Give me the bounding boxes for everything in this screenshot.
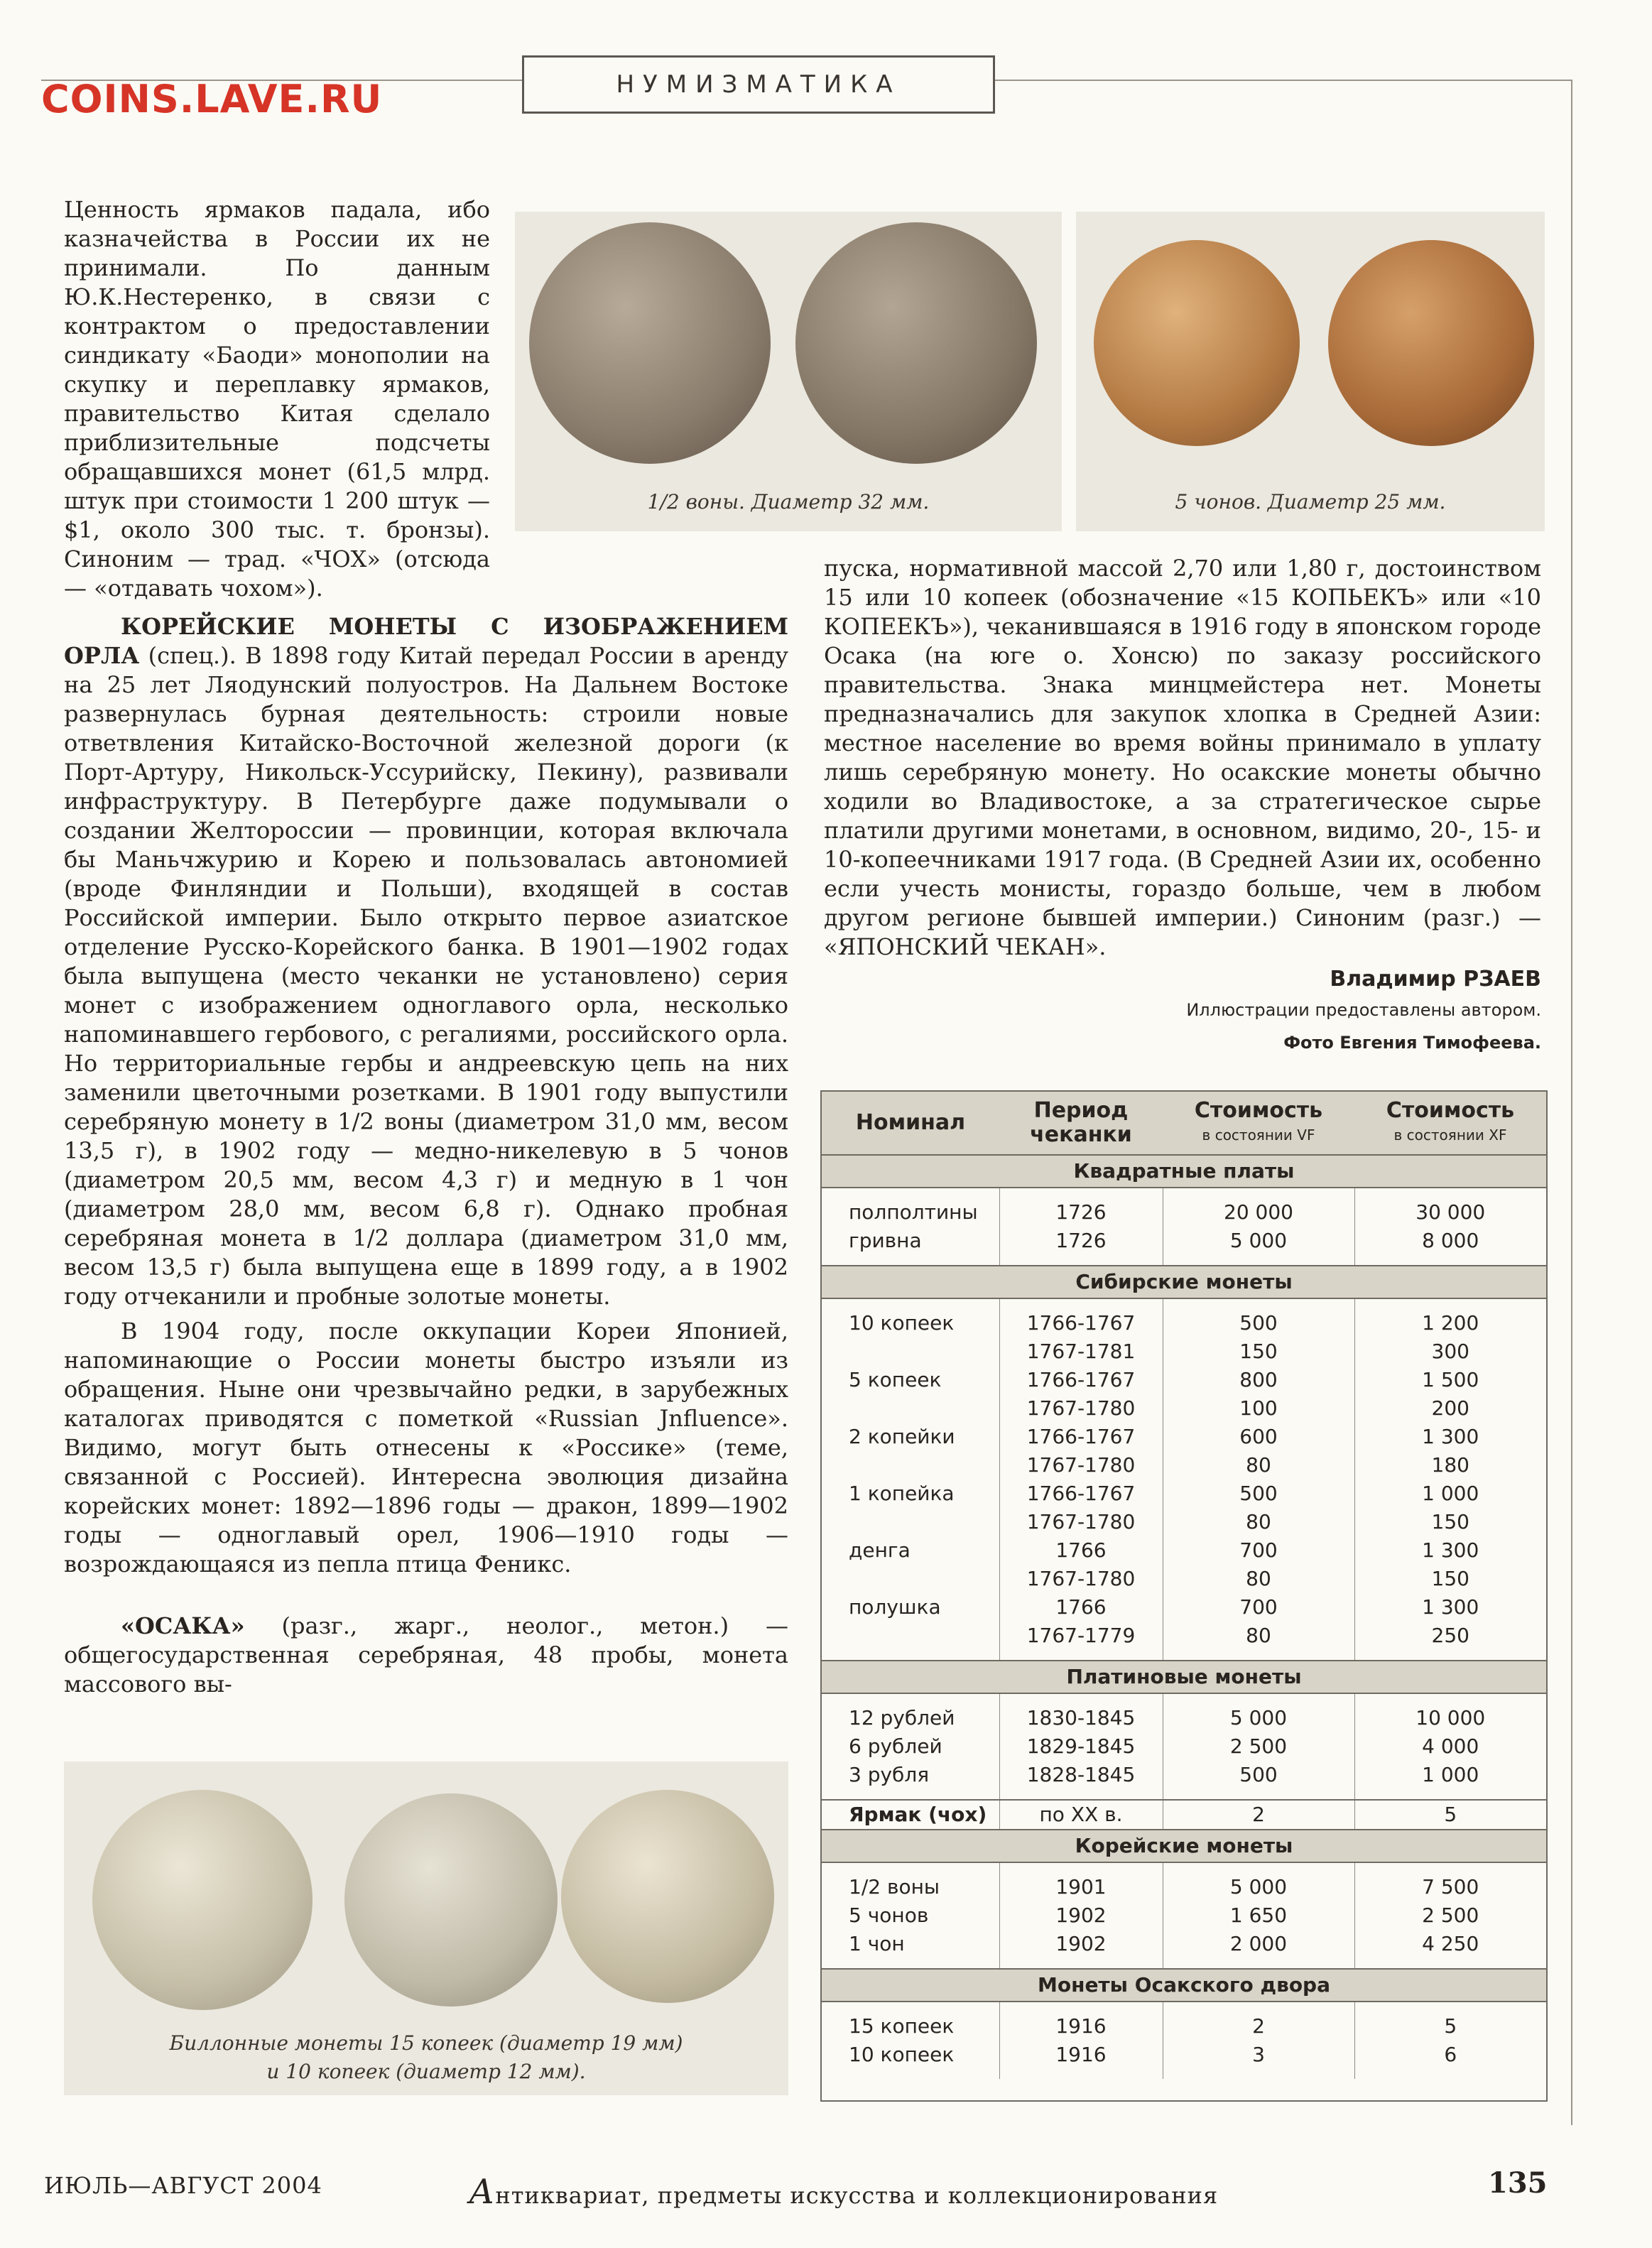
table-row (822, 1593, 1546, 1622)
table-cell: 1901 (999, 1873, 1163, 1901)
table-cell: 1766-1767 (999, 1366, 1163, 1394)
table-row (822, 1873, 1546, 1901)
table-cell (822, 1394, 999, 1423)
table-cell: 80 (1163, 1508, 1354, 1536)
table-cell: 800 (1163, 1366, 1354, 1394)
caption-billon-line-1: Биллонные монеты 15 копеек (диаметр 19 мм) (169, 2031, 683, 2055)
table-spacer (822, 1298, 1546, 1309)
table-cell (822, 1508, 999, 1536)
table-row (822, 2041, 1546, 2069)
table-cell: 1 650 (1163, 1901, 1354, 1930)
photo-5-chon (1076, 212, 1545, 531)
table-cell: 1830-1845 (999, 1704, 1163, 1732)
text-korean-coins: (спец.). В 1898 году Китай передал России в аренду на 25 лет Ляодунский полуостров. На Дальнем Востоке развернулась бурная деятельность: строили новые ответвления Китайско-Восточной железной дороги (к Порт-Артуру, Никольск-Уссурийску, Пекину), развивали инфраструктуру. В Петербурге даже подумывали о создании Желтороссии — провинции, которая включала бы Маньчжурию и Корею и пользовалась автономией (вроде Финляндии и Польши), входящей в состав Российской империи. Было открыто первое азиатское отделение Русско-Корейского банка. В 1901—1902 годах была выпущена (место чеканки не установлено) серия монет с изображением одноглавого орла, несколько напоминавшего гербового, с регалиями, российского орла. Но территориальные гербы и андреевскую цепь на них заменили цветочными розетками. В 1901 году выпустили серебряную монету в 1/2 воны (диаметром 31,0 мм, весом 13,5 г), в 1902 году — медно-никелевую в 5 чонов (диаметром 20,5 мм, весом 4,3 г) и медную в 1 чон (диаметром 28,0 мм, весом 6,8 г). Однако пробная серебряная монета в 1/2 доллара (диаметром 31,0 мм, весом 13,5 г) была выпущена еще в 1899 году, а в 1902 году отчеканили и пробные золотые монеты. (64, 642, 788, 1310)
section-title: НУМИЗМАТИКА (522, 55, 995, 114)
coin-5-chon-obverse (1094, 240, 1300, 446)
table-row (822, 1732, 1546, 1761)
table-row (822, 1622, 1546, 1650)
table-cell: 1 копейка (849, 1482, 955, 1505)
table-header (822, 1092, 1546, 1155)
watermark: COINS.LAVE.RU (41, 77, 383, 121)
table-cell: 80 (1163, 1622, 1354, 1650)
table-cell: 5 000 (1163, 1873, 1354, 1901)
table-cell: 5 000 (1163, 1227, 1354, 1255)
table-cell: 1766 (999, 1536, 1163, 1565)
table-cell: 2 000 (1163, 1930, 1354, 1958)
photo-billon-coins (64, 1761, 788, 2095)
table-cell (822, 1565, 999, 1593)
column-intro (64, 195, 490, 603)
caption-billon-line-2: и 10 копеек (диаметр 12 мм). (266, 2060, 586, 2083)
table-cell: 2 копейки (849, 1425, 955, 1448)
table-spacer (822, 1693, 1546, 1704)
footer-magazine-title: Антиквариат, предметы искусства и коллекционирования (469, 2172, 1219, 2212)
table-cell: 15 копеек (849, 2014, 955, 2038)
table-cell: 4 250 (1354, 1930, 1546, 1958)
table-row (822, 1761, 1546, 1789)
caption-half-won: 1/2 воны. Диаметр 32 мм. (647, 490, 930, 514)
paragraph-yarmak: Ценность ярмаков падала, ибо казначейства в России их не принимали. По данным Ю.К.Нестеренко, в связи с контрактом о предоставлении синдикату «Баоди» монополии на скупку и переплавку ярмаков, правительство Китая сделало приблизительные подсчеты обращавшихся монет (61,5 млрд. штук при стоимости 1 200 штук — $1, около 300 тыс. т. бронзы). Синоним — трад. «ЧОХ» (отсюда — «отдавать чохом»). (64, 196, 490, 602)
section-heading-cell: Монеты Осакского двора (822, 1969, 1546, 2002)
table-cell: полушка (849, 1595, 941, 1619)
table-cell: 180 (1354, 1451, 1546, 1479)
table-cell: 1767-1780 (999, 1565, 1163, 1593)
table-cell: 5 (1354, 2012, 1546, 2041)
table-row (822, 1930, 1546, 1958)
table-section-heading (822, 1830, 1546, 1862)
table-cell: 10 копеек (849, 2043, 955, 2066)
table-cell: 20 000 (1163, 1198, 1354, 1227)
table-cell: 100 (1163, 1394, 1354, 1423)
caption-5-chon: 5 чонов. Диаметр 25 мм. (1175, 490, 1446, 514)
table-row (822, 1704, 1546, 1732)
table-cell: Ярмак (чох) (822, 1800, 999, 1830)
table-row (822, 1508, 1546, 1536)
table-cell: 1 300 (1354, 1423, 1546, 1451)
table-cell: 1 500 (1354, 1366, 1546, 1394)
table-row (822, 1451, 1546, 1479)
paragraph-korean (64, 612, 788, 1311)
table-cell: 6 рублей (849, 1734, 942, 1758)
table-cell: 5 чонов (849, 1904, 929, 1927)
paragraph-osaka-cont: пуска, нормативной массой 2,70 или 1,80 г, достоинством 15 или 10 копеек (обозначение «15 КОПЬЕКЪ» или «10 КОПЕЕКЪ»), чеканившаяся в 1916 году в японском городе Осака (на юге о. Хонсю) по заказу российского правительства. Знака минцмейстера нет. Монеты предназначались для закупок хлопка в Средней Азии: местное население во время войны принимало в уплату лишь серебряную монету. Но осакские монеты обычно ходили во Владивостоке, а за стратегическое сырье платили другими монетами, в основном, видимо, 20-, 15- и 10-копеечниками 1917 года. (В Средней Азии их, особенно если учесть монисты, гораздо больше, чем в любом другом регионе бывшей империи.) Синоним (разг.) — «ЯПОНСКИЙ ЧЕКАН». (824, 555, 1541, 960)
section-heading-cell: Корейские монеты (822, 1830, 1546, 1862)
table-cell: 8 000 (1354, 1227, 1546, 1255)
table-cell: 150 (1354, 1508, 1546, 1536)
table-cell: 3 рубля (849, 1763, 930, 1786)
table-section-heading (822, 1661, 1546, 1693)
table-row (822, 1479, 1546, 1508)
table-row (822, 1536, 1546, 1565)
table-cell: 150 (1354, 1565, 1546, 1593)
table-cell: 80 (1163, 1451, 1354, 1479)
table-row (822, 1423, 1546, 1451)
table-spacer (822, 1255, 1546, 1266)
heading-osaka: «ОСАКА» (121, 1612, 245, 1639)
table-cell: 2 (1163, 1800, 1354, 1830)
right-rule (1571, 80, 1572, 2125)
table-cell: 1766-1767 (999, 1479, 1163, 1508)
credit-illustrations: Иллюстрации предоставлены автором. (1186, 1000, 1541, 1020)
table-spacer (822, 1958, 1546, 1969)
price-table (820, 1090, 1548, 2102)
table-spacer (822, 1188, 1546, 1198)
table-cell: 200 (1354, 1394, 1546, 1423)
section-heading-cell: Платиновые монеты (822, 1661, 1546, 1693)
table-row (822, 1337, 1546, 1366)
header-xf: Стоимость в состоянии XF (1354, 1092, 1546, 1155)
coin-5-chon-reverse (1328, 240, 1534, 446)
table-section-heading (822, 1266, 1546, 1298)
table-spacer (822, 1862, 1546, 1873)
table-section-heading (822, 1969, 1546, 2002)
table-cell: 12 рублей (849, 1706, 955, 1730)
table-cell: 500 (1163, 1761, 1354, 1789)
table-cell: 150 (1163, 1337, 1354, 1366)
table-row (822, 1394, 1546, 1423)
table-cell: 1902 (999, 1901, 1163, 1930)
table-spacer (822, 2069, 1546, 2079)
table-cell: 5 000 (1163, 1704, 1354, 1732)
table-cell: 1767-1780 (999, 1508, 1163, 1536)
table-row (822, 1565, 1546, 1593)
table-cell: 1829-1845 (999, 1732, 1163, 1761)
table-cell: 1 300 (1354, 1593, 1546, 1622)
table-spacer (822, 1650, 1546, 1661)
header-period: Период чеканки (999, 1092, 1163, 1155)
table-cell: 10 копеек (849, 1311, 955, 1335)
table-cell: 1828-1845 (999, 1761, 1163, 1789)
table-cell: 1767-1781 (999, 1337, 1163, 1366)
table-row (822, 1366, 1546, 1394)
table-cell: 1766 (999, 1593, 1163, 1622)
author: Владимир РЗАЕВ (1330, 967, 1541, 992)
section-heading-cell: Квадратные платы (822, 1155, 1546, 1188)
table-cell: 1766-1767 (999, 1423, 1163, 1451)
table-cell: 1767-1779 (999, 1622, 1163, 1650)
table-row (822, 1198, 1546, 1227)
table-row (822, 1309, 1546, 1337)
price-table-grid (822, 1092, 1546, 2079)
table-cell: 6 (1354, 2041, 1546, 2069)
paragraph-korean-2: В 1904 году, после оккупации Кореи Японией, напоминающие о России монеты быстро изъяли из обращения. Ныне они чрезвычайно редки, в зарубежных каталогах приводятся с пометкой «Russian Jnfluence». Видимо, могут быть отнесены к «Россике» (теме, связанной с Россией). Интересна эволюция дизайна корейских монет: 1892—1896 годы — дракон, 1899—1902 годы — одноглавый орел, 1906—1910 годы — возрождающаяся из пепла птица Феникс. (64, 1318, 788, 1578)
table-cell: 5 (1354, 1800, 1546, 1830)
table-cell (822, 1622, 999, 1650)
credit-photo: Фото Евгения Тимофеева. (1283, 1033, 1541, 1053)
header-vf: Стоимость в состоянии VF (1163, 1092, 1354, 1155)
table-cell: 1767-1780 (999, 1451, 1163, 1479)
table-cell: 2 500 (1163, 1732, 1354, 1761)
coin-half-won-obverse (529, 222, 771, 464)
table-cell: 1 000 (1354, 1479, 1546, 1508)
table-cell (822, 1337, 999, 1366)
table-cell: 3 (1163, 2041, 1354, 2069)
table-cell: 1902 (999, 1930, 1163, 1958)
table-cell: 500 (1163, 1309, 1354, 1337)
footer-issue-date: ИЮЛЬ—АВГУСТ 2004 (44, 2172, 322, 2199)
coin-eagle-reverse (344, 1793, 558, 2007)
table-cell: гривна (849, 1229, 922, 1252)
table-cell: по XX в. (999, 1800, 1163, 1830)
table-cell: 1767-1780 (999, 1394, 1163, 1423)
table-cell: 80 (1163, 1565, 1354, 1593)
coin-15-kopeks (92, 1790, 313, 2010)
table-cell: 4 000 (1354, 1732, 1546, 1761)
table-cell: 300 (1354, 1337, 1546, 1366)
table-cell: 700 (1163, 1536, 1354, 1565)
table-cell: 5 копеек (849, 1368, 942, 1391)
table-cell: 500 (1163, 1479, 1354, 1508)
table-section-heading (822, 1155, 1546, 1188)
table-cell: 1 200 (1354, 1309, 1546, 1337)
coin-half-won-reverse (795, 222, 1037, 464)
table-cell: 1 300 (1354, 1536, 1546, 1565)
table-cell: 1726 (999, 1227, 1163, 1255)
table-cell: 30 000 (1354, 1198, 1546, 1227)
table-body (822, 1155, 1546, 2079)
table-cell: 250 (1354, 1622, 1546, 1650)
table-row (822, 1800, 1546, 1830)
header-nominal: Номинал (822, 1092, 999, 1155)
photo-half-won (515, 212, 1062, 531)
table-cell: 1916 (999, 2041, 1163, 2069)
text-osaka: (разг., жарг., неолог., метон.) — общегосударственная серебряная, 48 пробы, монета массового вы- (64, 1612, 788, 1698)
table-row (822, 1227, 1546, 1255)
table-cell: 1 чон (849, 1932, 905, 1955)
paragraph-osaka (64, 1612, 788, 1699)
table-spacer (822, 2002, 1546, 2012)
table-row (822, 1901, 1546, 1930)
section-heading-cell: Сибирские монеты (822, 1266, 1546, 1298)
table-cell: 10 000 (1354, 1704, 1546, 1732)
table-cell: 700 (1163, 1593, 1354, 1622)
coin-10-kopeks (561, 1790, 774, 2003)
table-row (822, 2012, 1546, 2041)
table-cell: денга (849, 1538, 911, 1562)
heading-korean-coins: КОРЕЙСКИЕ МОНЕТЫ С ИЗОБРАЖЕНИЕМ ОРЛА (64, 613, 788, 669)
table-cell: 1/2 воны (849, 1875, 940, 1899)
column-left (64, 612, 788, 1699)
table-spacer (822, 1789, 1546, 1800)
table-cell: 1726 (999, 1198, 1163, 1227)
table-cell: 2 (1163, 2012, 1354, 2041)
table-cell: 2 500 (1354, 1901, 1546, 1930)
page-number: 135 (1488, 2166, 1548, 2200)
column-right (824, 554, 1541, 1059)
table-cell: полполтины (849, 1200, 978, 1224)
table-cell: 1916 (999, 2012, 1163, 2041)
table-cell: 1 000 (1354, 1761, 1546, 1789)
table-cell: 1766-1767 (999, 1309, 1163, 1337)
table-cell: 7 500 (1354, 1873, 1546, 1901)
table-cell (822, 1451, 999, 1479)
table-cell: 600 (1163, 1423, 1354, 1451)
